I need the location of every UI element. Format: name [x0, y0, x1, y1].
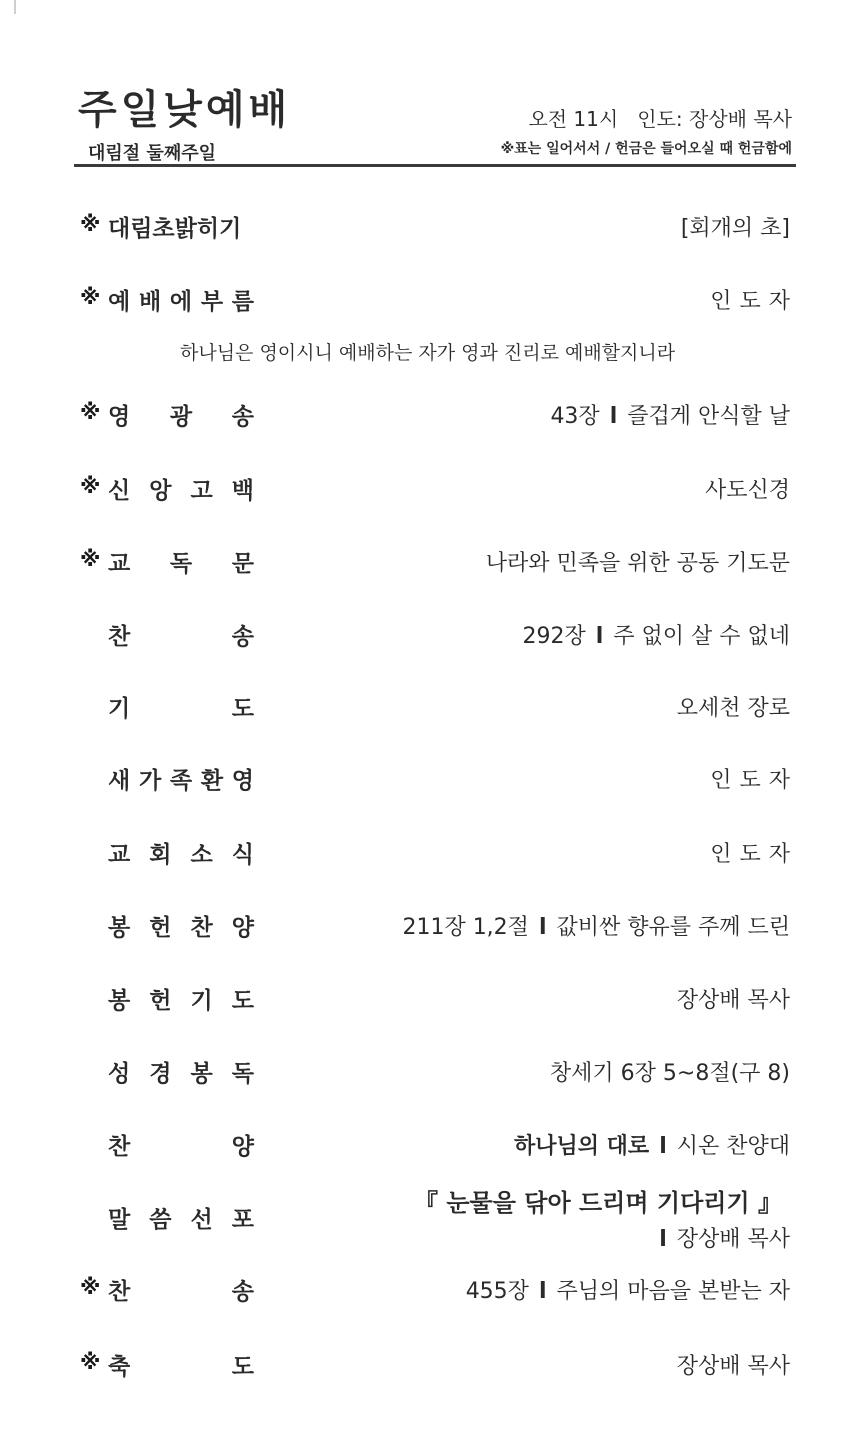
hymn-title: 주님의 마음을 본받는 자 — [556, 1279, 790, 1304]
anthem-title: 하나님의 대로 — [514, 1134, 650, 1159]
page-title: 주일낮예배 — [78, 87, 292, 133]
scan-edge-mark — [14, 0, 16, 14]
order-value: 장상배 목사 — [676, 988, 790, 1013]
hymn-number: 292장 — [522, 624, 586, 649]
order-value — [550, 399, 790, 430]
order-item-benediction — [0, 1346, 860, 1382]
hymn-number: 43장 — [550, 404, 600, 429]
order-value: 사도신경 — [704, 478, 790, 503]
order-item-hymn — [0, 616, 860, 652]
hymn-title: 주 없이 살 수 없네 — [613, 624, 790, 649]
hymn-number: 455장 — [465, 1279, 529, 1304]
order-item-responsive-reading — [0, 543, 860, 579]
separator: l — [659, 1227, 667, 1252]
sermon-preacher-line — [659, 1222, 790, 1253]
stand-mark: ※ — [80, 400, 101, 424]
order-value: 인도자 — [710, 768, 798, 793]
order-label: 예 배 에 부 름 — [108, 289, 254, 315]
separator: l — [538, 915, 547, 940]
order-label: 축 도 — [108, 1354, 254, 1380]
order-label: 찬 송 — [108, 624, 254, 650]
order-item-closing-hymn — [0, 1271, 860, 1307]
order-value: 오세천 장로 — [676, 696, 790, 721]
service-time: 오전 11시 — [528, 107, 619, 131]
hymn-number: 211장 1,2절 — [402, 915, 529, 940]
sermon-preacher: 장상배 목사 — [676, 1227, 790, 1252]
order-label: 영 광 송 — [108, 404, 254, 430]
order-label: 봉 헌 기 도 — [108, 988, 254, 1014]
order-item-call-to-worship — [0, 281, 860, 317]
hymn-title: 즐겁게 안식할 날 — [627, 404, 790, 429]
stand-mark: ※ — [80, 1275, 101, 1299]
standing-offering-note: ※표는 일어서서 / 헌금은 들어오실 때 헌금함에 — [500, 141, 792, 157]
order-value: 창세기 6장 5~8절(구 8) — [549, 1061, 790, 1086]
page-subtitle: 대림절 둘째주일 — [88, 143, 216, 164]
order-label: 신 앙 고 백 — [108, 478, 254, 504]
hymn-title: 값비싼 향유를 주께 드린 — [556, 915, 790, 940]
order-item-creed — [0, 470, 860, 506]
order-value: 인도자 — [710, 842, 798, 867]
order-value: [회개의 초] — [680, 216, 790, 241]
order-value: 인도자 — [710, 289, 798, 314]
order-label: 말 씀 선 포 — [108, 1207, 254, 1233]
order-value — [514, 1129, 790, 1160]
call-verse: 하나님은 영이시니 예배하는 자가 영과 진리로 예배할지니라 — [180, 342, 676, 364]
service-leader: 인도: 장상배 목사 — [637, 107, 792, 131]
stand-mark: ※ — [80, 212, 101, 236]
order-label: 교 독 문 — [108, 551, 254, 577]
order-item-gloria — [0, 396, 860, 432]
order-label: 대림초밝히기 — [108, 216, 242, 242]
order-value — [466, 1274, 790, 1305]
header-divider — [74, 164, 796, 167]
order-value: 장상배 목사 — [676, 1354, 790, 1379]
order-label: 기 도 — [108, 696, 254, 722]
stand-mark: ※ — [80, 1350, 101, 1374]
order-item-advent-candle — [0, 208, 860, 244]
order-label: 성 경 봉 독 — [108, 1061, 254, 1087]
order-label: 새 가 족 환 영 — [108, 768, 254, 794]
stand-mark: ※ — [80, 285, 101, 309]
stand-mark: ※ — [80, 474, 101, 498]
order-item-church-news — [0, 834, 860, 870]
anthem-performer: 시온 찬양대 — [676, 1134, 790, 1159]
order-value — [522, 619, 790, 650]
order-label: 찬 송 — [108, 1279, 254, 1305]
order-item-choir-anthem — [0, 1126, 860, 1162]
separator: l — [538, 1279, 547, 1304]
order-item-prayer — [0, 688, 860, 724]
stand-mark: ※ — [80, 547, 101, 571]
order-item-scripture-reading — [0, 1053, 860, 1089]
order-value: 나라와 민족을 위한 공동 기도문 — [485, 551, 790, 576]
order-value — [402, 910, 790, 941]
order-label: 교 회 소 식 — [108, 842, 254, 868]
order-item-offering-hymn — [0, 907, 860, 943]
order-label: 봉 헌 찬 양 — [108, 915, 254, 941]
order-item-newcomer-welcome — [0, 760, 860, 796]
separator: l — [609, 404, 618, 429]
separator: l — [659, 1134, 667, 1159]
service-time-leader — [528, 103, 792, 132]
sermon-title: 『 눈물을 닦아 드리며 기다리기 』 — [414, 1189, 782, 1217]
order-label: 찬 양 — [108, 1134, 254, 1160]
order-item-offering-prayer — [0, 980, 860, 1016]
separator: l — [595, 624, 604, 649]
